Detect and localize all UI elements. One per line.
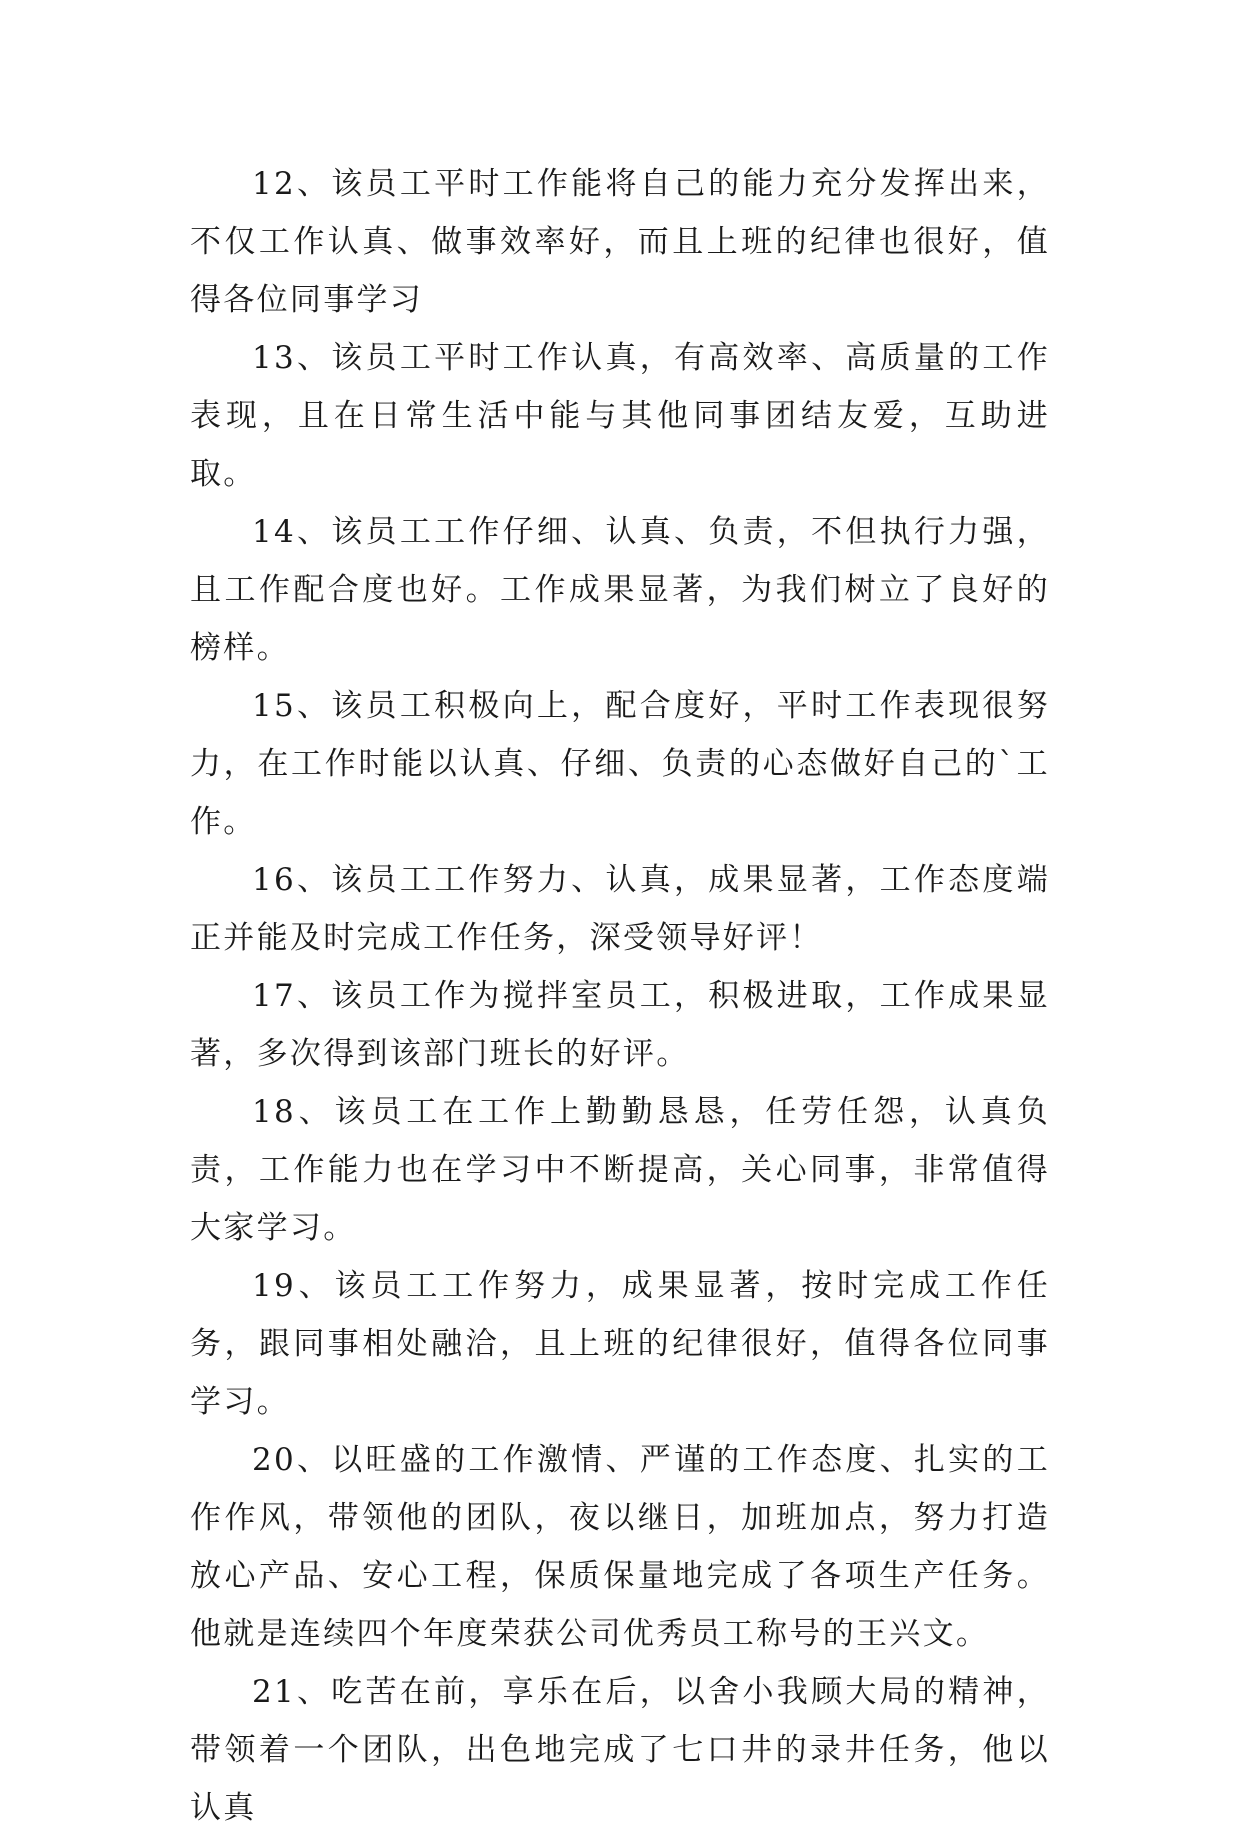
paragraph-17: 17、该员工作为搅拌室员工，积极进取，工作成果显著，多次得到该部门班长的好评。 (190, 978, 1050, 1072)
paragraph-19: 19、该员工工作努力，成果显著，按时完成工作任务，跟同事相处融洽，且上班的纪律很好，值得各位同事学习。 (190, 1268, 1050, 1420)
paragraph-16: 16、该员工工作努力、认真，成果显著，工作态度端正并能及时完成工作任务，深受领导好评！ (190, 862, 1050, 956)
paragraph-20: 20、以旺盛的工作激情、严谨的工作态度、扎实的工作作风，带领他的团队，夜以继日，加班加点，努力打造放心产品、安心工程，保质保量地完成了各项生产任务。他就是连续四个年度荣获公司优秀员工称号的王兴文。 (190, 1442, 1050, 1652)
paragraph-21: 21、吃苦在前，享乐在后，以舍小我顾大局的精神，带领着一个团队，出色地完成了七口井的录井任务，他以认真 (190, 1674, 1050, 1826)
paragraph-12: 12、该员工平时工作能将自己的能力充分发挥出来，不仅工作认真、做事效率好，而且上班的纪律也很好，值得各位同事学习 (190, 166, 1050, 318)
document-body (190, 155, 1050, 1837)
paragraph-15: 15、该员工积极向上，配合度好，平时工作表现很努力，在工作时能以认真、仔细、负责的心态做好自己的`工作。 (190, 688, 1050, 840)
paragraph-18: 18、该员工在工作上勤勤恳恳，任劳任怨，认真负责，工作能力也在学习中不断提高，关心同事，非常值得大家学习。 (190, 1094, 1050, 1246)
paragraph-14: 14、该员工工作仔细、认真、负责，不但执行力强，且工作配合度也好。工作成果显著，为我们树立了良好的榜样。 (190, 514, 1050, 666)
paragraph-13: 13、该员工平时工作认真，有高效率、高质量的工作表现，且在日常生活中能与其他同事团结友爱，互助进取。 (190, 340, 1050, 492)
